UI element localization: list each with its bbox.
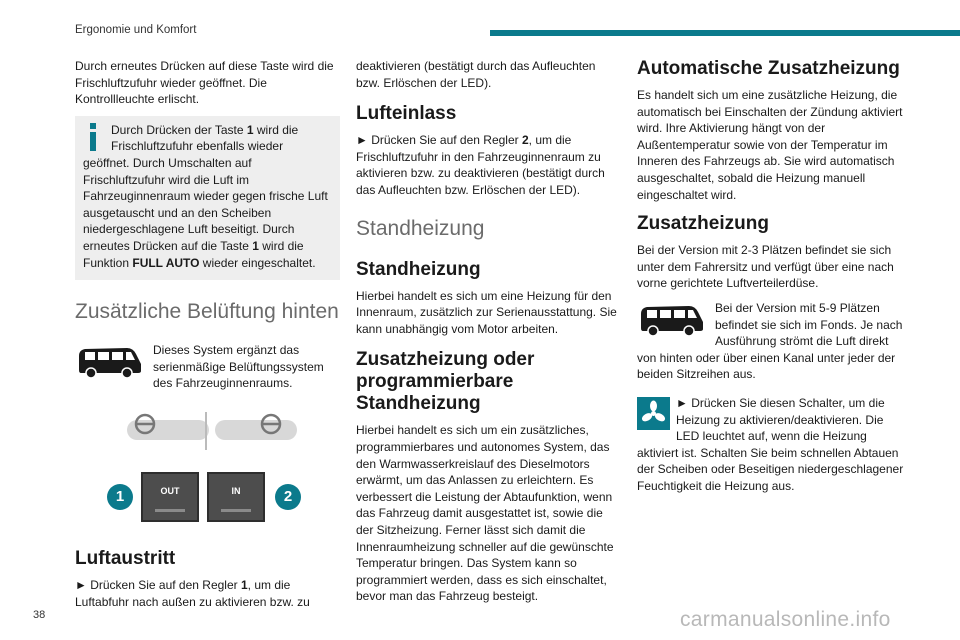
column-3 (637, 58, 905, 502)
van-icon (75, 344, 143, 380)
heading-zusatzheizung-programmierbar: Zusatzheizung oder programmierbare Standheizung (356, 349, 535, 415)
figure-divider (205, 412, 207, 450)
badge-1: 1 (107, 484, 133, 510)
watermark: carmanualsonline.info (680, 608, 891, 631)
paragraph-zusatzheizung-programmierbar: Hierbei handelt es sich um ein zusätzliches, programmierbares und autonomes System, das den Warmwasserkreislauf des Dieselmotors erwärmt, um das Anlassen zu erleichtern. Es verbessert die Leistung der Abtaufunktion, wenn das Fahrzeug damit ausgestattet ist, sowie die der Sitzheizung. Ferner lässt sich damit die Innenraumheizung schneller auf die gewünschte Temperatur bringen. Das System kann so programmiert werden, dass es sich einschaltet, bevor man das Fahrzeug besteigt. (356, 423, 614, 604)
button-out[interactable]: OUT (141, 472, 199, 522)
paragraph-zusatzheizung: Bei der Version mit 2-3 Plätzen befindet sie sich unter dem Fahrersitz und verfügt über eine nach vorne gerichtete Luftverteilerdüse. (637, 243, 894, 291)
paragraph-air-inlet: ► Drücken Sie auf den Regler 2, um die Frischluftzufuhr in den Fahrzeuginnenraum zu aktivieren bzw. zu deaktivieren (bestätigt durch das Aufleuchten bzw. Erlöschen der LED). (356, 133, 605, 197)
info-icon (83, 122, 105, 152)
van-icon-2 (637, 302, 705, 338)
info-text: Durch Drücken der Taste 1 wird die Frischluftzufuhr ebenfalls wieder geöffnet. Durch Umschalten auf Frischluftzufuhr wird die Luft im Fahrzeuginnenraum wieder gegen frische Luft ausgetauscht und an den Scheiben niedergeschlagene Luft beseitigt. Durch erneutes Drücken auf die Taste 1 wird die Funktion FULL AUTO wieder eingeschaltet. (83, 122, 328, 270)
steering-wheel-icon-left (133, 412, 157, 436)
badge-2: 2 (275, 484, 301, 510)
paragraph-switch: ► Drücken Sie diesen Schalter, um die Heizung zu aktivieren/deaktivieren. Die LED leuchtet auf, wenn die Heizung aktiviert ist. Schalten Sie beim schnellen Abtauen der Scheiben oder Beseitigen niedergeschlagener Feuchtigkeit die Heizung aus. (637, 395, 904, 493)
version-note-text: Bei der Version mit 5-9 Plätzen befindet sie sich im Fonds. Je nach Ausführung strömt die Luft direkt von hinten oder über einen Kanal unter jeder der beiden Sitzreihen aus. (637, 300, 903, 382)
heading-air-outlet: Luftaustritt (75, 547, 176, 569)
running-header: Ergonomie und Komfort (75, 24, 197, 36)
version-note (637, 300, 905, 391)
heading-air-inlet: Lufteinlass (356, 103, 457, 125)
heading-automatic-heater: Automatische Zusatzheizung (637, 58, 900, 79)
button-in[interactable]: IN (207, 472, 265, 522)
column-2 (356, 58, 622, 613)
heading-zusatzheizung: Zusatzheizung (637, 213, 769, 235)
steering-wheel-icon-right (259, 412, 283, 436)
ventilation-controls-figure (75, 406, 340, 536)
page-number: 38 (33, 609, 46, 621)
paragraph-fresh-air: Durch erneutes Drücken auf diese Taste wird die Frischluftzufuhr wieder geöffnet. Die Kontrollleuchte erlischt. (75, 59, 334, 107)
paragraph-standheizung: Hierbei handelt es sich um eine Heizung für den Innenraum, zusätzlich zur Serienausstattung. Sie kann unabhängig vom Motor arbeiten. (356, 288, 617, 336)
column-1 (75, 58, 340, 618)
paragraph-continued: deaktivieren (bestätigt durch das Aufleuchten bzw. Erlöschen der LED). (356, 59, 596, 90)
info-box (75, 116, 340, 280)
paragraph-air-outlet: ► Drücken Sie auf den Regler 1, um die Luftabfuhr nach außen zu aktivieren bzw. zu (75, 577, 310, 609)
fan-icon (637, 397, 670, 430)
heading-rear-ventilation: Zusätzliche Belüftung hinten (75, 300, 339, 324)
van-note-text: Dieses System ergänzt das serienmäßige Belüftungssystem des Fahrzeuginnenraums. (153, 343, 324, 391)
heading-standheizung-section: Standheizung (356, 216, 485, 240)
switch-note (637, 395, 905, 495)
vent-outlet-right (215, 420, 297, 440)
heading-standheizung: Standheizung (356, 258, 481, 280)
header-accent-bar (490, 30, 960, 36)
van-note (75, 342, 340, 400)
paragraph-automatic-heater: Es handelt sich um eine zusätzliche Heizung, die automatisch bei Einschalten der Zündung aktiviert wird. Ihre Aktivierung hängt von der Außentemperatur sowie von der Temperatur im Inneren des Fahrzeugs ab. Sie wird automatisch ausgeschaltet, sobald die Heizung manuell eingeschaltet wird. (637, 88, 903, 202)
